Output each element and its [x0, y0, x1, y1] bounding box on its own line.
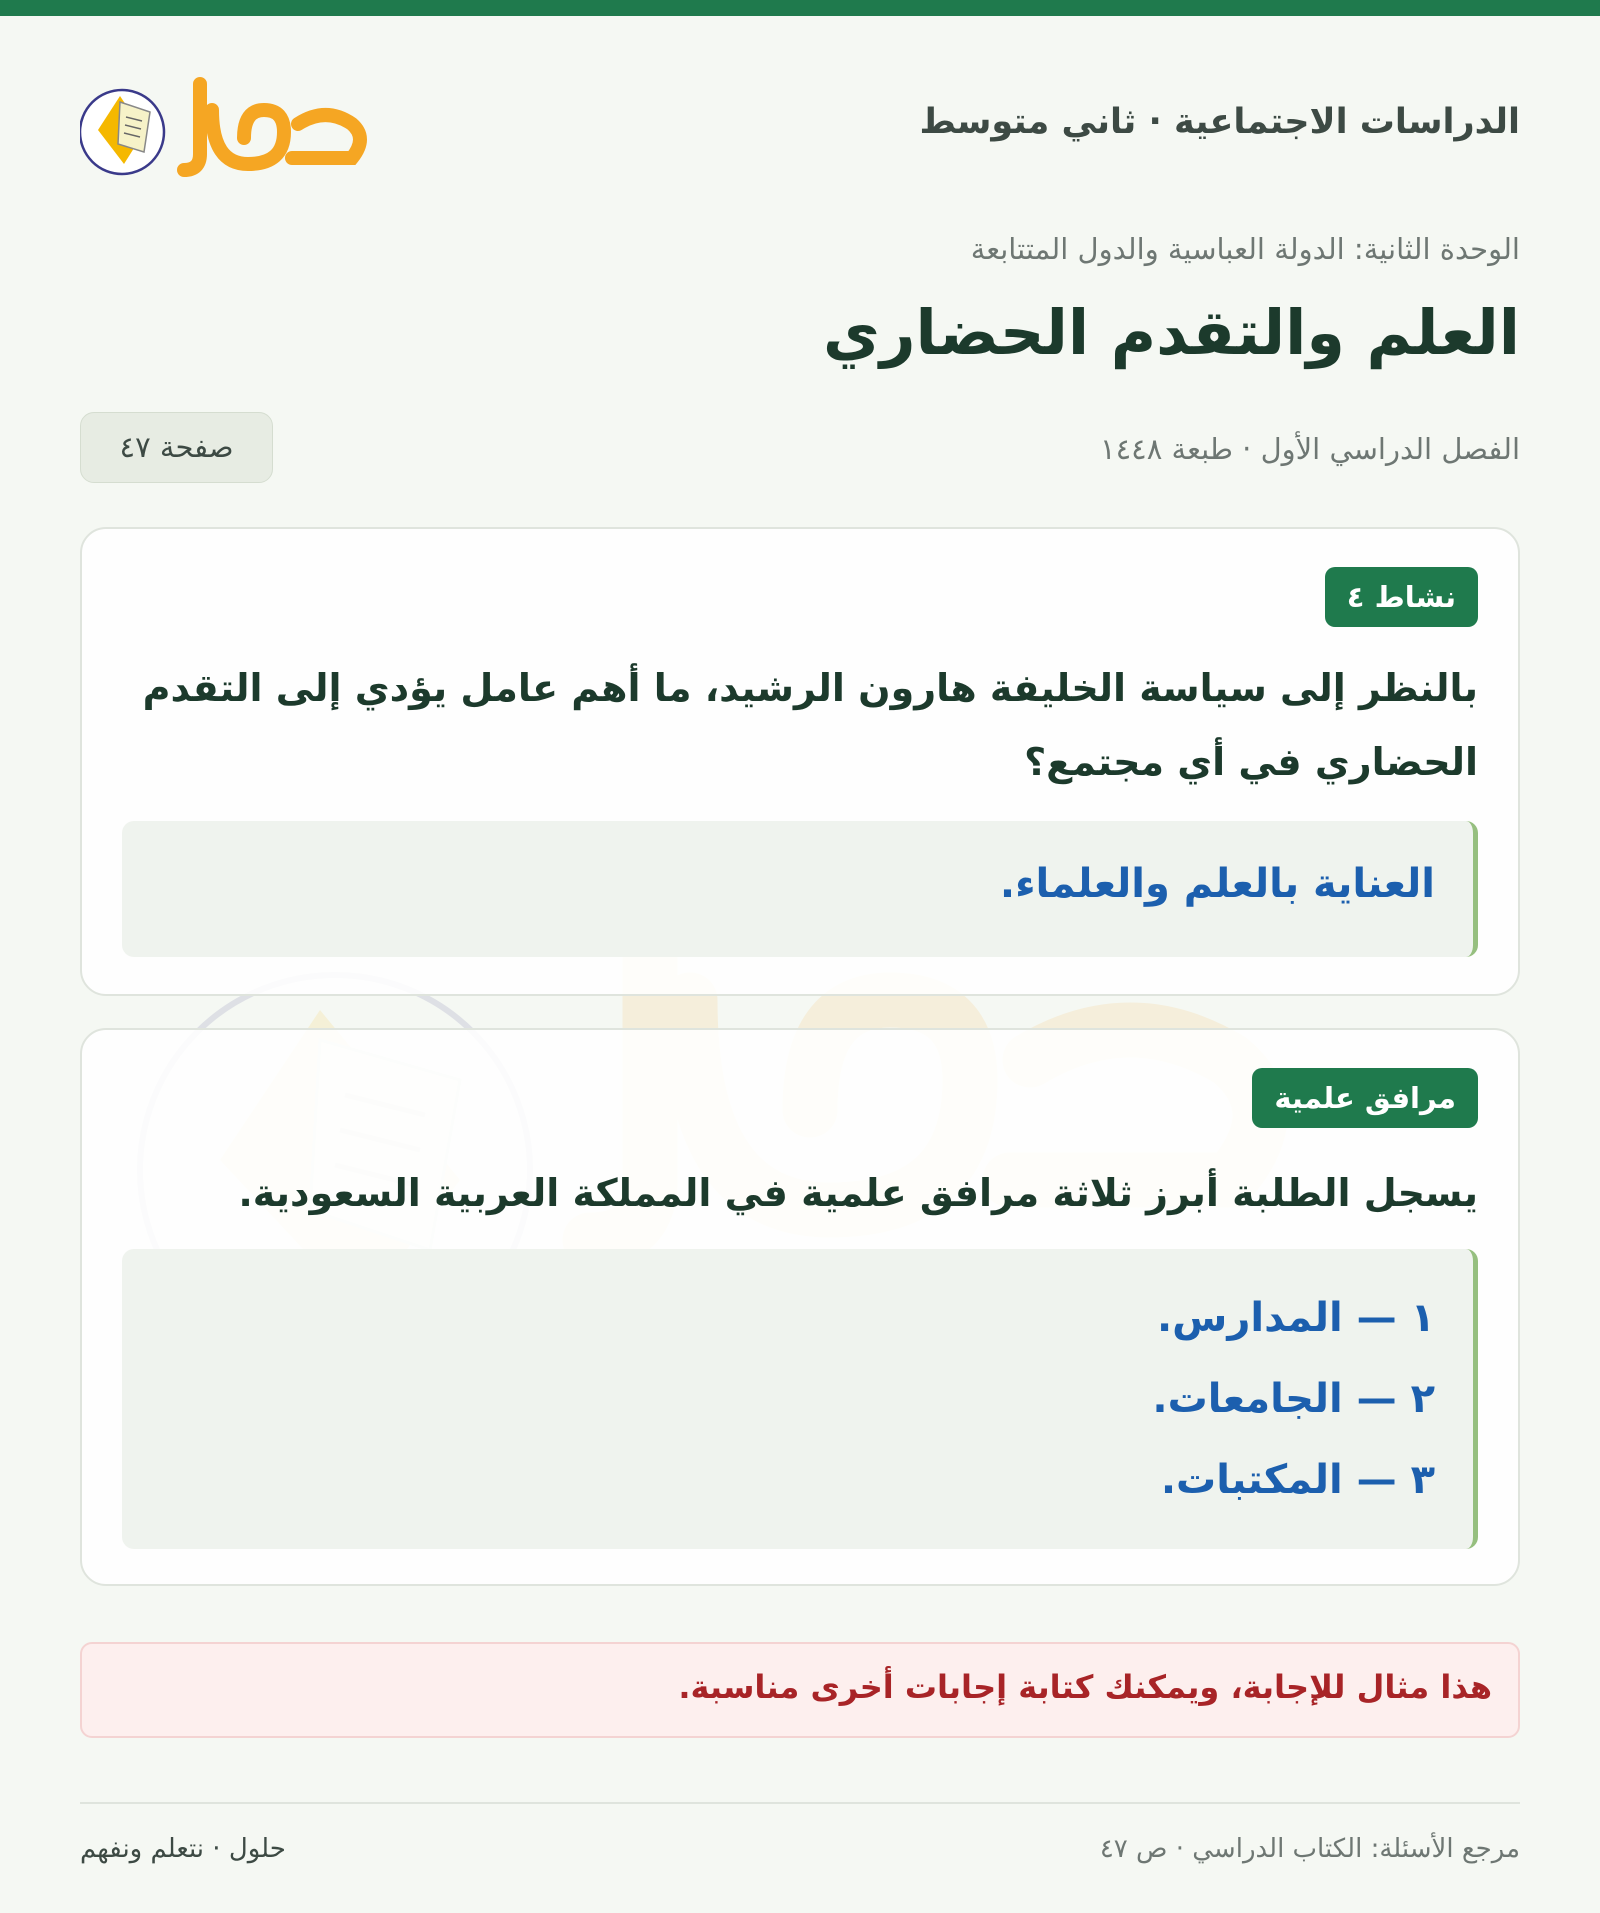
facilities-tag: مرافق علمية — [1252, 1068, 1478, 1128]
activity-question: بالنظر إلى سياسة الخليفة هارون الرشيد، ما أهم عامل يؤدي إلى التقدم الحضاري في أي مجتمع؟ — [142, 666, 1478, 784]
facilities-card — [80, 1028, 1520, 1586]
footer-brand: حلول · نتعلم ونفهم — [80, 1834, 286, 1864]
page-number-badge: صفحة ٤٧ — [80, 412, 273, 483]
subject-title: الدراسات الاجتماعية · ثاني متوسط — [919, 102, 1520, 142]
unit-name: الوحدة الثانية: الدولة العباسية والدول المتتابعة — [970, 232, 1520, 266]
activity-answer-box — [122, 821, 1478, 957]
footer-divider — [80, 1802, 1520, 1804]
activity-answer: العناية بالعلم والعلماء. — [999, 861, 1435, 907]
top-accent-bar — [0, 0, 1600, 16]
list-item: ٣ — المكتبات. — [1160, 1457, 1435, 1503]
notice-text: هذا مثال للإجابة، ويمكنك كتابة إجابات أخرى مناسبة. — [678, 1668, 1492, 1706]
facilities-answer-box — [122, 1249, 1478, 1549]
book-logo-icon — [80, 62, 370, 192]
list-item: ١ — المدارس. — [1156, 1295, 1435, 1341]
list-item: ٢ — الجامعات. — [1152, 1376, 1435, 1422]
lesson-title: العلم والتقدم الحضاري — [823, 296, 1520, 369]
facilities-answer-list — [1152, 1289, 1435, 1532]
notice-banner — [80, 1642, 1520, 1738]
footer-reference: مرجع الأسئلة: الكتاب الدراسي · ص ٤٧ — [1099, 1834, 1520, 1864]
facilities-question: يسجل الطلبة أبرز ثلاثة مرافق علمية في المملكة العربية السعودية. — [238, 1171, 1478, 1215]
page-header — [80, 62, 1520, 192]
semester-info: الفصل الدراسي الأول · طبعة ١٤٤٨ — [1100, 432, 1520, 466]
activity-card — [80, 527, 1520, 996]
activity-tag: نشاط ٤ — [1325, 567, 1478, 627]
